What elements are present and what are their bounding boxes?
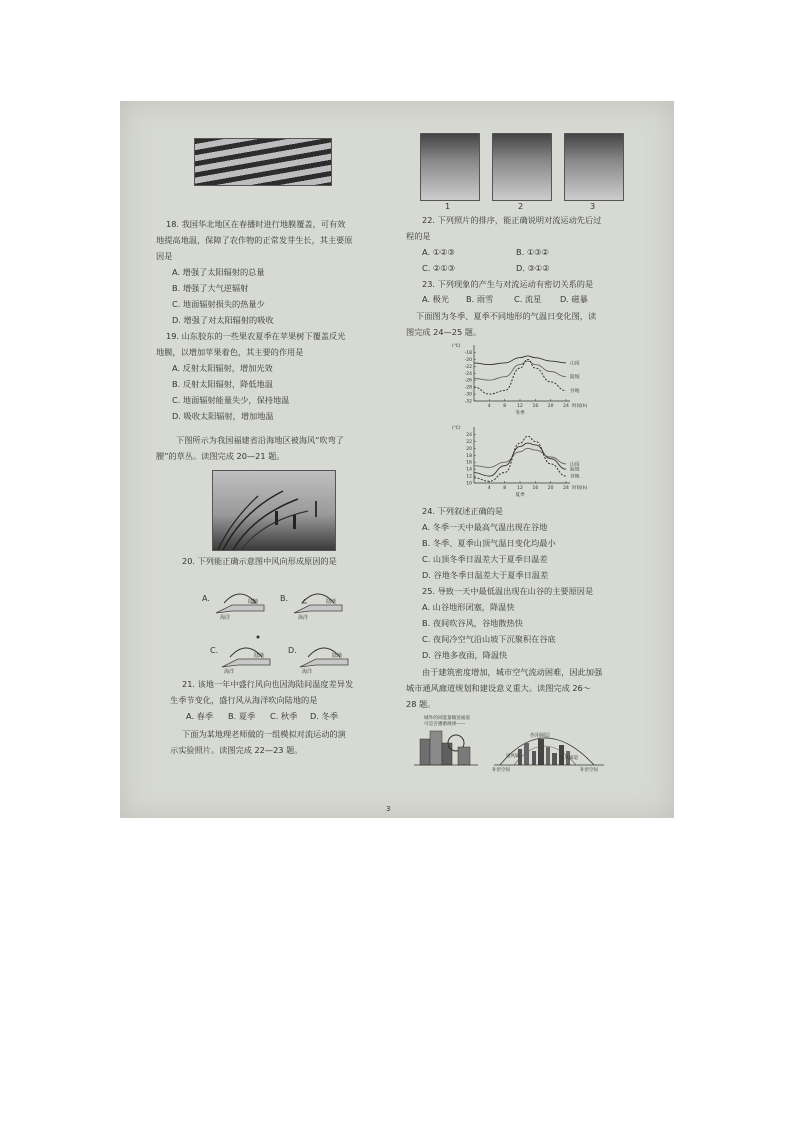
q23-option-d: D. 磁暴	[560, 294, 588, 304]
q21-option-a: A. 春季	[186, 711, 214, 721]
q21-option-d: D. 冬季	[310, 711, 338, 721]
summer-y-unit: (℃)	[452, 426, 461, 431]
winter-y-tick-label: -22	[464, 364, 472, 370]
city-arc-label: 作用圈层	[530, 733, 551, 739]
q22-option-b: B. ①③②	[516, 247, 549, 257]
q18-option-d: D. 增强了对太阳辐射的吸收	[172, 315, 274, 325]
city-top-label-1: 城外的风能量输送通道	[424, 716, 470, 721]
summer-y-tick-label: 14	[466, 467, 472, 473]
plastic-film-field-photo	[194, 138, 332, 186]
experiment-photo-3	[564, 133, 624, 201]
q25-option-c: C. 夜间冷空气沿山坡下沉聚积在谷底	[422, 634, 556, 644]
summer-y-tick-label: 18	[466, 453, 472, 459]
q20-stem: 20. 下列能正确示意图中风向形成原因的是	[182, 556, 337, 566]
q21-option-b: B. 夏季	[228, 711, 256, 721]
q18-option-a: A. 增强了太阳辐射的总量	[172, 267, 265, 277]
city-label-b: 植风廊道	[560, 756, 578, 761]
winter-temp-chart-container	[446, 341, 606, 421]
q25-stem: 25. 导致一天中最低温出现在山谷的主要原因是	[422, 586, 594, 596]
q21-option-c: C. 秋季	[270, 711, 298, 721]
winter-x-tick-label: 8	[503, 404, 507, 409]
winter-series-label: 山顶	[570, 361, 580, 367]
q20-diagrams	[202, 577, 362, 677]
summer-x-tick-label: 20	[547, 486, 554, 491]
q20-c-land: 陆地	[254, 653, 265, 659]
q18-option-b: B. 增强了大气逆辐射	[172, 283, 249, 293]
q19-stem-1: 19. 山东胶东的一些果农夏季在苹果树下覆盖反光	[166, 331, 346, 341]
summer-y-tick-label: 16	[466, 460, 472, 466]
bent-grass-drawing	[213, 471, 335, 550]
q20-d-ocean: 海洋	[302, 669, 313, 675]
page-number: 3	[386, 805, 391, 813]
summer-y-tick-label: 24	[466, 432, 472, 438]
q19-option-b: B. 反射太阳辐射，降低地温	[172, 379, 273, 389]
winter-series-line	[474, 356, 566, 365]
q22-stem-2: 程的是	[406, 231, 431, 241]
city-label-d: 补偿空间	[580, 768, 598, 773]
q21-stem-2: 生季节变化，盛行风从海洋吹向陆地的是	[170, 695, 318, 705]
city-ventilation-diagram	[414, 713, 614, 777]
summer-series-line	[474, 443, 566, 476]
q18-stem-2: 地提高地温，保障了农作物的正常发芽生长，其主要原	[156, 235, 353, 245]
winter-caption: 冬季	[515, 411, 525, 416]
intro-26-28-line2: 城市通风廊道规划和建设意义重大。读图完成 26～	[406, 683, 591, 693]
q22-option-c: C. ②①③	[422, 263, 455, 273]
bent-grass-photo	[212, 470, 336, 551]
summer-series-label: 山顶	[570, 462, 580, 468]
experiment-photo-2	[492, 133, 552, 201]
winter-y-unit: (℃)	[452, 344, 461, 349]
winter-y-tick-label: -28	[464, 385, 472, 391]
city-label-a: 通风廊	[506, 754, 520, 759]
scanned-page	[120, 101, 674, 818]
intro-24-25-line1: 下面图为冬季、夏季不同地形的气温日变化图，读	[416, 311, 597, 321]
q20-b-land: 陆地	[326, 599, 337, 605]
city-label-c: 补偿空间	[492, 768, 510, 773]
summer-y-tick-label: 20	[466, 446, 472, 452]
q20-diagram-a	[202, 594, 264, 621]
city-top-label-2: 可是否遵循规律——	[424, 722, 466, 727]
city-left-buildings	[414, 731, 478, 765]
q22-option-d: D. ③①②	[516, 263, 550, 273]
q25-option-b: B. 夜间吹谷风，谷地散热快	[422, 618, 523, 628]
winter-y-tick-label: -30	[464, 392, 472, 398]
q19-stem-2: 地膜，以增加苹果着色，其主要的作用是	[156, 347, 304, 357]
q20-label-c: C.	[210, 646, 219, 655]
winter-x-tick-label: 12	[517, 404, 523, 409]
summer-temp-chart	[446, 423, 606, 503]
summer-x-label: 时间(h)	[572, 486, 588, 491]
summer-x-tick-label: 8	[503, 486, 507, 491]
intro-20-21-line2: 腰”的草丛。读图完成 20—21 题。	[156, 451, 285, 461]
q20-diagram-b	[280, 594, 342, 621]
q19-option-c: C. 地面辐射能量失少，保持地温	[172, 395, 290, 405]
summer-caption: 夏季	[515, 493, 525, 498]
winter-y-tick-label: -20	[464, 357, 472, 363]
intro-22-23-line2: 示实验照片。读图完成 22—23 题。	[170, 745, 303, 755]
winter-y-tick-label: -18	[464, 350, 472, 356]
q20-label-a: A.	[202, 594, 210, 603]
q18-stem-1: 18. 我国华北地区在春播时进行地膜覆盖，可有效	[166, 219, 346, 229]
q20-diagram-c	[210, 636, 270, 676]
q21-stem-1: 21. 该地一年中盛行风向也因海陆间温度差异发	[182, 679, 354, 689]
photo-label-2: 2	[518, 201, 524, 211]
winter-series-label: 陡坡	[570, 375, 580, 381]
summer-temp-chart-container	[446, 423, 606, 503]
experiment-photo-1	[420, 133, 480, 201]
q23-option-c: C. 流星	[514, 294, 542, 304]
q25-option-d: D. 谷地多夜雨，降温快	[422, 650, 508, 660]
intro-26-28-line1: 由于建筑密度增加，城市空气流动困难，因此加强	[422, 667, 603, 677]
winter-temp-chart	[446, 341, 606, 421]
summer-series-label: 谷地	[570, 474, 580, 480]
q20-d-land: 陆地	[332, 653, 343, 659]
intro-22-23-line1: 下面为某地理老师做的一组模拟对流运动的演	[182, 729, 346, 739]
summer-y-tick-label: 10	[466, 481, 472, 487]
summer-x-tick-label: 16	[532, 486, 539, 491]
summer-x-tick-label: 4	[487, 486, 491, 491]
q24-stem: 24. 下列叙述正确的是	[422, 506, 504, 516]
intro-24-25-line2: 图完成 24—25 题。	[406, 327, 482, 337]
photo-label-1: 1	[445, 201, 451, 211]
summer-x-tick-label: 12	[517, 486, 523, 491]
q24-option-d: D. 谷地冬季日温差大于夏季日温差	[422, 570, 549, 580]
q24-option-b: B. 冬季、夏季山顶气温日变化均最小	[422, 538, 556, 548]
q20-b-ocean: 海洋	[298, 615, 309, 621]
q19-option-a: A. 反射太阳辐射，增加光效	[172, 363, 273, 373]
intro-26-28-line3: 28 题。	[406, 699, 436, 709]
q18-stem-3: 因是	[156, 251, 173, 261]
winter-y-tick-label: -32	[464, 399, 472, 405]
q19-option-d: D. 吸收太阳辐射，增加地温	[172, 411, 274, 421]
q22-stem-1: 22. 下列照片的排序，能正确说明对流运动先后过	[422, 215, 602, 225]
summer-series-label: 陡坡	[570, 467, 580, 473]
winter-y-tick-label: -26	[464, 378, 472, 384]
q24-option-c: C. 山顶冬季日温差大于夏季日温差	[422, 554, 548, 564]
winter-series-label: 谷地	[570, 389, 580, 395]
city-right-section	[492, 732, 604, 773]
winter-x-tick-label: 20	[547, 404, 554, 409]
q22-option-a: A. ①②③	[422, 247, 455, 257]
q23-option-a: A. 极光	[422, 294, 450, 304]
q23-option-b: B. 雨雪	[466, 294, 494, 304]
winter-x-tick-label: 24	[563, 404, 569, 409]
q24-option-a: A. 冬季一天中最高气温出现在谷地	[422, 522, 548, 532]
q20-c-ocean: 海洋	[224, 669, 235, 675]
q20-a-land: 陆地	[248, 599, 259, 605]
winter-series-line	[474, 361, 566, 380]
q20-label-d: D.	[288, 646, 297, 655]
winter-x-label: 时间(h)	[572, 404, 588, 409]
q20-diagram-d	[288, 646, 348, 675]
winter-x-tick-label: 4	[487, 404, 491, 409]
winter-y-tick-label: -24	[464, 371, 472, 377]
q18-option-c: C. 地面辐射损失的热量少	[172, 299, 265, 309]
q20-a-ocean: 海洋	[220, 615, 231, 621]
summer-y-tick-label: 22	[466, 439, 472, 445]
summer-y-tick-label: 12	[466, 474, 472, 480]
summer-x-tick-label: 24	[563, 486, 569, 491]
winter-x-tick-label: 16	[532, 404, 539, 409]
q20-label-b: B.	[280, 594, 289, 603]
q25-option-a: A. 山谷地形闭塞，降温快	[422, 602, 515, 612]
q23-stem: 23. 下列现象的产生与对流运动有密切关系的是	[422, 279, 594, 289]
intro-20-21-line1: 下图所示为我国福建省沿海地区被海风“吹弯了	[176, 435, 344, 445]
photo-label-3: 3	[590, 201, 596, 211]
